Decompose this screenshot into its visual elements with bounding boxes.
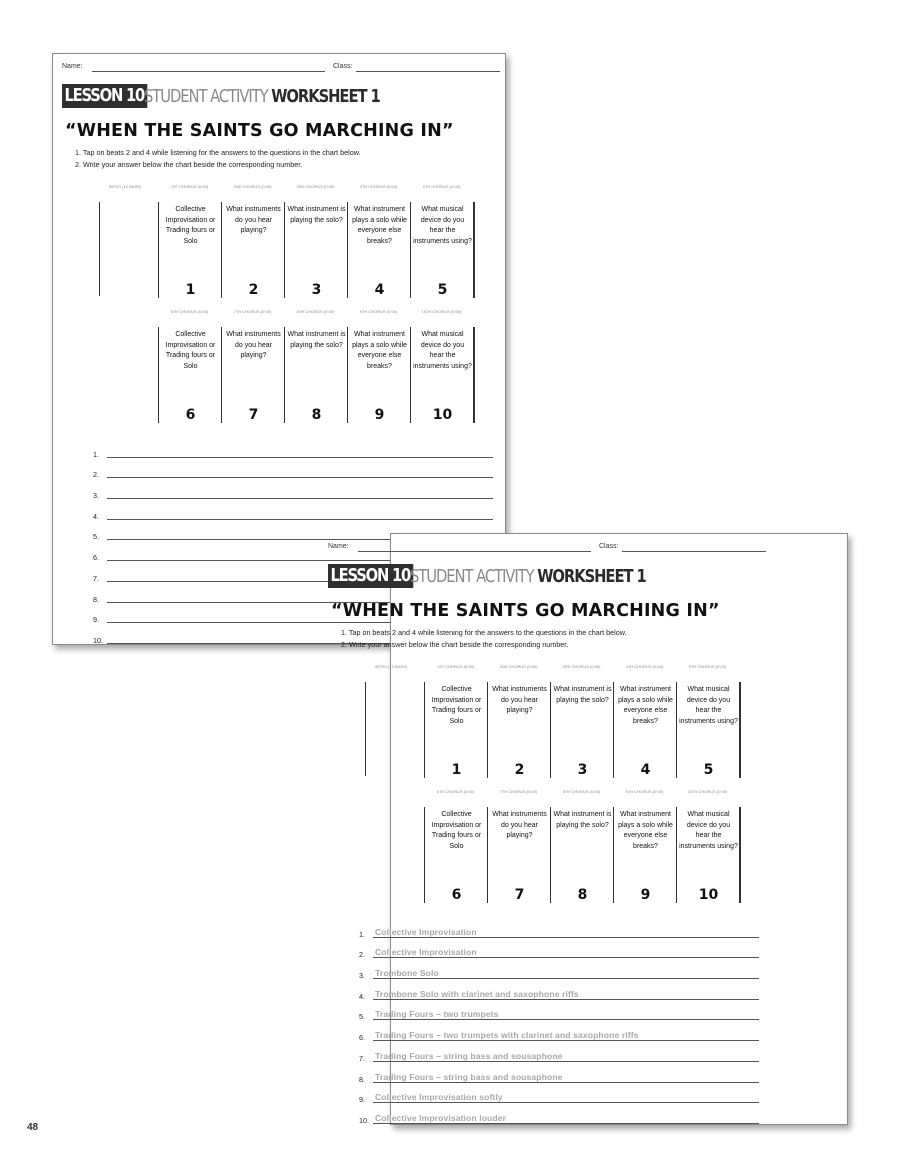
answer-number: 10. — [93, 635, 103, 645]
answer-text: Collective Improvisation — [375, 926, 477, 937]
intro-label: INTRO (12 BARS) — [374, 664, 408, 669]
song-title: “WHEN THE SAINTS GO MARCHING IN” — [331, 601, 720, 621]
chorus-label: 10TH CHORUS (0:00) — [421, 309, 462, 314]
answer-key-lines — [359, 919, 759, 1126]
chart-cell — [424, 807, 488, 903]
cell-question: What musical device do you hear the instruments using? — [679, 686, 738, 725]
subtitle-light: STUDENT ACTIVITY — [410, 566, 534, 587]
answer-row — [93, 439, 493, 460]
chart-end-bar — [473, 327, 475, 423]
chart-end-bar — [739, 682, 741, 778]
worksheet-header — [62, 84, 380, 109]
chorus-label: 8TH CHORUS (0:00) — [562, 789, 601, 794]
cell-number: 8 — [577, 887, 588, 903]
chorus-label: 2ND CHORUS (0:00) — [233, 184, 272, 189]
subtitle-light: STUDENT ACTIVITY — [144, 86, 268, 107]
chart-cell — [347, 202, 411, 298]
answer-text: Collective Improvisation softly — [375, 1092, 503, 1103]
answer-text: Trading Fours – string bass and sousaphone — [375, 1071, 563, 1082]
cell-question: What instrument is playing the solo? — [553, 811, 612, 829]
answer-number: 2. — [93, 470, 99, 480]
worksheet-header — [328, 564, 646, 589]
answer-number: 3. — [93, 491, 99, 501]
chorus-label: 6TH CHORUS (0:00) — [170, 309, 209, 314]
cell-number: 5 — [703, 762, 714, 778]
chart-cell — [284, 327, 348, 423]
chart-cells — [359, 807, 753, 905]
cell-question: Collective Improvisation or Trading fours or Solo — [431, 811, 482, 850]
answer-number: 4. — [359, 991, 365, 1001]
cell-number: 1 — [451, 762, 462, 778]
chorus-label: 4TH CHORUS (0:00) — [359, 184, 398, 189]
class-label: Class: — [599, 543, 619, 550]
cell-question: What musical device do you hear the instruments using? — [679, 811, 738, 850]
cell-number: 3 — [577, 762, 588, 778]
cell-number: 2 — [248, 282, 259, 298]
chart-cell — [347, 327, 411, 423]
answer-number: 6. — [359, 1033, 365, 1043]
answer-text: Collective Improvisation — [375, 947, 477, 958]
answer-number: 4. — [93, 511, 99, 521]
cell-question: What instrument plays a solo while everyone else breaks? — [618, 811, 673, 850]
cell-question: What instruments do you hear playing? — [492, 811, 547, 839]
chart-end-bar — [739, 807, 741, 903]
chorus-label: 2ND CHORUS (0:00) — [499, 664, 538, 669]
answer-text: Trading Fours – two trumpets — [375, 1009, 499, 1020]
cell-question: What instrument plays a solo while everyone else breaks? — [352, 206, 407, 245]
cell-number: 8 — [311, 407, 322, 423]
chorus-label: 7TH CHORUS (0:00) — [233, 309, 272, 314]
instruction-2: 2. Write your answer below the chart beside the corresponding number. — [75, 160, 303, 169]
chart-cell — [550, 682, 614, 778]
intro-column — [99, 202, 156, 296]
chart-cells — [93, 202, 487, 300]
chart-cell — [158, 327, 222, 423]
instruction-1: 1. Tap on beats 2 and 4 while listening for the answers to the questions in the chart below. — [341, 628, 627, 637]
answer-field[interactable] — [107, 445, 493, 458]
answer-number: 7. — [93, 573, 99, 583]
answer-field[interactable] — [373, 945, 759, 958]
answer-row — [359, 1022, 759, 1043]
answer-number: 8. — [359, 1074, 365, 1084]
answer-row — [359, 1043, 759, 1064]
cell-number: 10 — [698, 887, 719, 903]
instruction-1: 1. Tap on beats 2 and 4 while listening for the answers to the questions in the chart below. — [75, 148, 361, 157]
answer-number: 6. — [93, 553, 99, 563]
cell-question: Collective Improvisation or Trading fours or Solo — [165, 206, 216, 245]
cell-question: What instrument is playing the solo? — [553, 686, 612, 704]
chorus-label: 5TH CHORUS (0:00) — [422, 184, 461, 189]
answer-row — [359, 1105, 759, 1126]
chart-row-2 — [93, 309, 487, 425]
chorus-label: 9TH CHORUS (0:00) — [359, 309, 398, 314]
name-field[interactable] — [92, 71, 325, 72]
answer-row — [359, 940, 759, 961]
cell-question: What instrument is playing the solo? — [287, 331, 346, 349]
chorus-labels — [93, 184, 487, 202]
chorus-label: 6TH CHORUS (0:00) — [436, 789, 475, 794]
answer-text: Trading Fours – string bass and sousaphone — [375, 1050, 563, 1061]
cell-number: 3 — [311, 282, 322, 298]
intro-label: INTRO (12 BARS) — [108, 184, 142, 189]
cell-number: 4 — [374, 282, 385, 298]
chart-cell — [284, 202, 348, 298]
cell-number: 1 — [185, 282, 196, 298]
answer-number: 3. — [359, 971, 365, 981]
chart-row-1 — [93, 184, 487, 300]
chorus-label: 4TH CHORUS (0:00) — [625, 664, 664, 669]
name-label: Name: — [62, 63, 83, 70]
answer-text: Collective Improvisation louder — [375, 1112, 507, 1123]
chart-cell — [221, 327, 285, 423]
answer-number: 8. — [93, 594, 99, 604]
class-field[interactable] — [622, 551, 766, 552]
answer-number: 2. — [359, 950, 365, 960]
cell-question: What instrument plays a solo while everyone else breaks? — [618, 686, 673, 725]
chorus-label: 8TH CHORUS (0:00) — [296, 309, 335, 314]
chorus-label: 1ST CHORUS (0:00) — [170, 184, 209, 189]
chorus-labels — [93, 309, 487, 327]
chart-cell — [613, 807, 677, 903]
intro-column — [365, 682, 422, 776]
cell-number: 2 — [514, 762, 525, 778]
chart-cell — [676, 682, 740, 778]
answer-number: 5. — [93, 532, 99, 542]
chorus-label: 3RD CHORUS (0:00) — [296, 184, 335, 189]
worksheet-subtitle — [144, 86, 380, 108]
cell-question: What instrument is playing the solo? — [287, 206, 346, 224]
answer-field[interactable] — [373, 1090, 759, 1103]
answer-field[interactable] — [373, 1007, 759, 1020]
answer-number: 10. — [359, 1115, 369, 1125]
answer-row — [359, 919, 759, 940]
cell-question: What instruments do you hear playing? — [226, 206, 281, 234]
answer-field[interactable] — [373, 966, 759, 979]
cell-number: 9 — [374, 407, 385, 423]
chart-cell — [487, 807, 551, 903]
answer-field[interactable] — [373, 1111, 759, 1124]
chart-cell — [410, 202, 474, 298]
answer-row — [93, 480, 493, 501]
lesson-badge: LESSON 10 — [62, 84, 147, 108]
answer-field[interactable] — [107, 507, 493, 520]
answer-field[interactable] — [373, 1049, 759, 1062]
cell-number: 7 — [514, 887, 525, 903]
cell-number: 5 — [437, 282, 448, 298]
chart-cell — [550, 807, 614, 903]
answer-key-worksheet — [328, 533, 848, 1125]
worksheet-subtitle — [410, 566, 646, 588]
chart-cell — [410, 327, 474, 423]
cell-question: What musical device do you hear the instruments using? — [413, 331, 472, 370]
cell-number: 6 — [185, 407, 196, 423]
answer-row — [93, 460, 493, 481]
cell-question: Collective Improvisation or Trading fours or Solo — [165, 331, 216, 370]
answer-row — [93, 501, 493, 522]
class-label: Class: — [333, 63, 353, 70]
chart-row-1 — [359, 664, 753, 780]
answer-field[interactable] — [373, 925, 759, 938]
cell-question: What instruments do you hear playing? — [226, 331, 281, 359]
cell-number: 9 — [640, 887, 651, 903]
answer-number: 9. — [359, 1095, 365, 1105]
answer-number: 5. — [359, 1012, 365, 1022]
answer-number: 1. — [93, 449, 99, 459]
chorus-label: 1ST CHORUS (0:00) — [436, 664, 475, 669]
instruction-2: 2. Write your answer below the chart beside the corresponding number. — [341, 640, 569, 649]
answer-row — [359, 981, 759, 1002]
cell-number: 6 — [451, 887, 462, 903]
chart-end-bar — [473, 202, 475, 298]
cell-question: What instrument plays a solo while everyone else breaks? — [352, 331, 407, 370]
chart-cell — [221, 202, 285, 298]
answer-row — [359, 1002, 759, 1023]
name-field[interactable] — [358, 551, 591, 552]
chorus-label: 10TH CHORUS (0:00) — [687, 789, 728, 794]
answer-text: Trading Fours – two trumpets with clarinet and saxophone riffs — [375, 1030, 639, 1041]
answer-field[interactable] — [373, 1070, 759, 1083]
cell-number: 10 — [432, 407, 453, 423]
cell-number: 4 — [640, 762, 651, 778]
song-title: “WHEN THE SAINTS GO MARCHING IN” — [65, 121, 454, 141]
answer-text: Trombone Solo with clarinet and saxophone riffs — [375, 988, 579, 999]
cell-number: 7 — [248, 407, 259, 423]
chart-cell — [613, 682, 677, 778]
answer-field[interactable] — [373, 1028, 759, 1041]
chart-cell — [676, 807, 740, 903]
class-field[interactable] — [356, 71, 500, 72]
answer-row — [359, 1085, 759, 1106]
subtitle-dark: WORKSHEET 1 — [537, 566, 646, 587]
chorus-labels — [359, 664, 753, 682]
answer-row — [359, 1064, 759, 1085]
chart-row-2 — [359, 789, 753, 905]
chorus-label: 3RD CHORUS (0:00) — [562, 664, 601, 669]
chorus-label: 7TH CHORUS (0:00) — [499, 789, 538, 794]
cell-question: Collective Improvisation or Trading fours or Solo — [431, 686, 482, 725]
lesson-badge: LESSON 10 — [328, 564, 413, 588]
answer-field[interactable] — [107, 465, 493, 478]
answer-number: 7. — [359, 1053, 365, 1063]
page-number: 48 — [27, 1122, 39, 1133]
answer-number: 9. — [93, 615, 99, 625]
chorus-labels — [359, 789, 753, 807]
answer-field[interactable] — [373, 987, 759, 1000]
chart-cell — [424, 682, 488, 778]
chart-cells — [93, 327, 487, 425]
answer-text: Trombone Solo — [375, 968, 439, 979]
chart-cells — [359, 682, 753, 780]
chart-cell — [487, 682, 551, 778]
chorus-label: 5TH CHORUS (0:00) — [688, 664, 727, 669]
chorus-label: 9TH CHORUS (0:00) — [625, 789, 664, 794]
worksheet-content — [319, 534, 771, 1124]
name-label: Name: — [328, 543, 349, 550]
answer-row — [359, 960, 759, 981]
cell-question: What instruments do you hear playing? — [492, 686, 547, 714]
chart-cell — [158, 202, 222, 298]
answer-number: 1. — [359, 929, 365, 939]
answer-field[interactable] — [107, 486, 493, 499]
cell-question: What musical device do you hear the instruments using? — [413, 206, 472, 245]
subtitle-dark: WORKSHEET 1 — [271, 86, 380, 107]
